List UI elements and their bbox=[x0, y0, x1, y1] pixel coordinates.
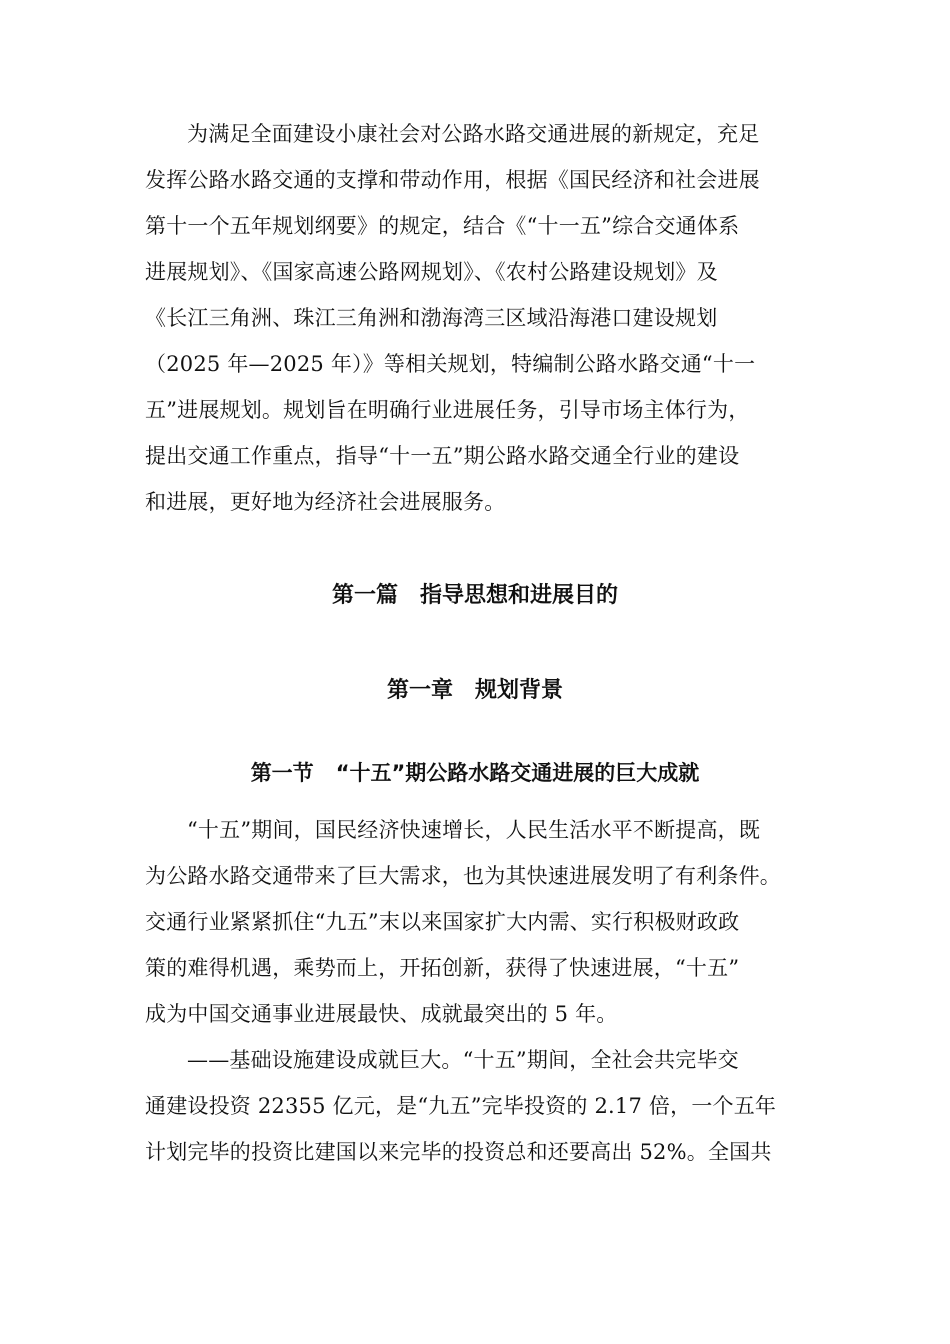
paragraph-line: 和进展，更好地为经济社会进展服务。 bbox=[145, 490, 506, 514]
paragraph-line: “十五”期间，国民经济快速增长，人民生活水平不断提高，既 bbox=[187, 818, 761, 842]
chapter-heading-title: 规划背景 bbox=[475, 678, 564, 703]
paragraph-line: 成为中国交通事业进展最快、成就最突出的 5 年。 bbox=[145, 1002, 618, 1026]
section-heading-label: 第一节 bbox=[250, 761, 314, 785]
paragraph-line: 第十一个五年规划纲要》的规定，结合《“十一五”综合交通体系 bbox=[145, 214, 740, 238]
paragraph-line: 《长江三角洲、珠江三角洲和渤海湾三区域沿海港口建设规划 bbox=[145, 306, 718, 330]
paragraph-line: 策的难得机遇，乘势而上，开拓创新，获得了快速进展，“十五” bbox=[145, 956, 740, 980]
paragraph-line: 五”进展规划。规划旨在明确行业进展任务，引导市场主体行为， bbox=[145, 398, 750, 422]
paragraph-line: 进展规划》、《国家高速公路网规划》、《农村公路建设规划》及 bbox=[145, 260, 718, 284]
intro-paragraph bbox=[145, 111, 805, 525]
paragraph-line: 通建设投资 22355 亿元，是“九五”完毕投资的 2.17 倍，一个五年 bbox=[145, 1094, 777, 1118]
section-heading bbox=[0, 753, 950, 793]
paragraph-line: 计划完毕的投资比建国以来完毕的投资总和还要高出 52%。全国共 bbox=[145, 1140, 772, 1164]
part-heading bbox=[0, 576, 950, 616]
paragraph-line: （2025 年—2025 年）》等相关规划，特编制公路水路交通“十一 bbox=[145, 352, 756, 376]
paragraph-line: 提出交通工作重点，指导“十一五”期公路水路交通全行业的建设 bbox=[145, 444, 740, 468]
chapter-heading bbox=[0, 671, 950, 711]
part-heading-label: 第一篇 bbox=[331, 583, 398, 608]
paragraph-line: 发挥公路水路交通的支撑和带动作用，根据《国民经济和社会进展 bbox=[145, 168, 760, 192]
paragraph-line: 交通行业紧紧抓住“九五”末以来国家扩大内需、实行积极财政政 bbox=[145, 910, 740, 934]
section-heading-title: “十五”期公路水路交通进展的巨大成就 bbox=[335, 761, 700, 785]
body-paragraphs bbox=[145, 807, 805, 1175]
part-heading-title: 指导思想和进展目的 bbox=[420, 583, 619, 608]
paragraph-line: 为满足全面建设小康社会对公路水路交通进展的新规定，充足 bbox=[187, 122, 760, 146]
paragraph-line: ——基础设施建设成就巨大。“十五”期间，全社会共完毕交 bbox=[187, 1048, 739, 1072]
chapter-heading-label: 第一章 bbox=[386, 678, 453, 703]
paragraph-line: 为公路水路交通带来了巨大需求，也为其快速进展发明了有利条件。 bbox=[145, 864, 781, 888]
